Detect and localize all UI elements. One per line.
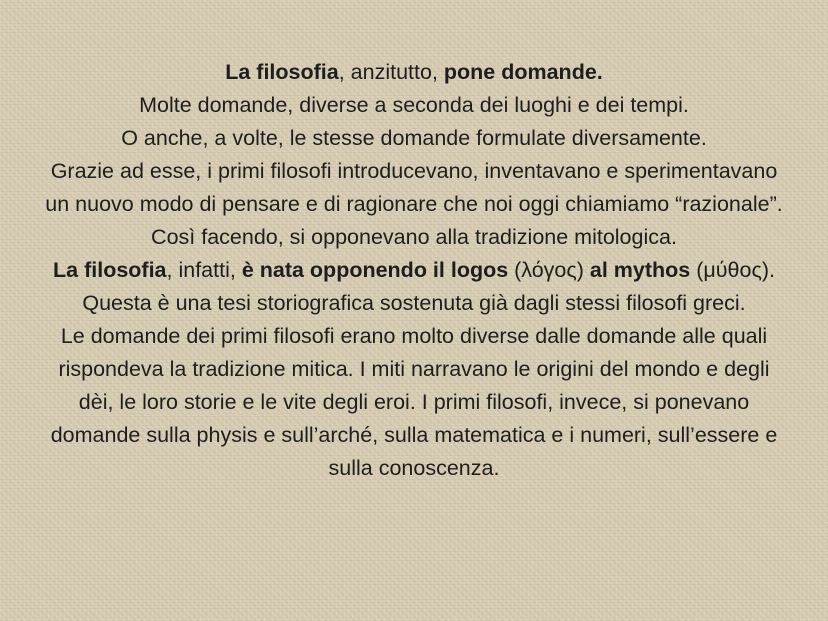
paragraph-rational — [0, 155, 828, 254]
text-plain: O anche, a volte, le stesse domande formulate diversamente. — [121, 126, 707, 150]
text-plain: Grazie ad esse, i primi filosofi introducevano, inventavano e sperimentavano un nuovo modo di pensare e di ragionare che noi oggi chiamiamo “razionale”. Così facendo, si opponevano alla tradizione mitologica. — [45, 159, 783, 249]
text-bold: al mythos — [589, 258, 691, 282]
paragraph-same-questions — [0, 122, 828, 155]
paragraph-intro — [0, 56, 828, 89]
text-bold: La filosofia — [225, 60, 339, 84]
slide-text-block — [0, 56, 828, 485]
text-plain: , anzitutto, — [338, 60, 444, 84]
text-plain: Molte domande, diverse a seconda dei luoghi e dei tempi. — [139, 93, 689, 117]
text-bold: La filosofia — [53, 258, 167, 282]
text-plain: Le domande dei primi filosofi erano molto diverse dalle domande alle quali rispondeva la tradizione mitica. I miti narravano le origini del mondo e degli dèi, le loro storie e le vite degli eroi. I primi filosofi, invece, si ponevano domande sulla physis e sull’arché, sulla matematica e i numeri, sull’essere e sulla conoscenza. — [50, 324, 778, 480]
text-bold: pone domande. — [443, 60, 603, 84]
paragraph-questions-myths — [0, 320, 828, 485]
text-plain: , infatti, — [166, 258, 242, 282]
text-plain: (μύθος). — [690, 258, 775, 282]
paragraph-many-questions — [0, 89, 828, 122]
text-plain: Questa è una tesi storiografica sostenuta già dagli stessi filosofi greci. — [82, 291, 746, 315]
text-bold: è nata opponendo il logos — [241, 258, 509, 282]
text-plain: (λόγος) — [508, 258, 590, 282]
paragraph-thesis — [0, 287, 828, 320]
paragraph-logos-mythos — [0, 254, 828, 287]
